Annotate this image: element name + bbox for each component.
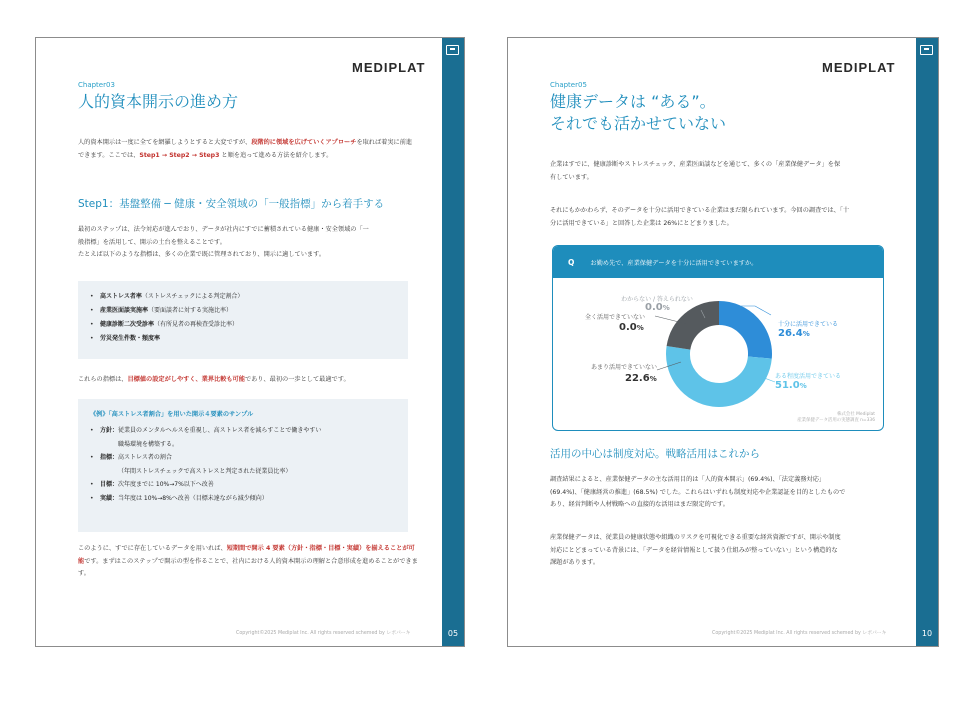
slice-somewhat (678, 348, 760, 395)
results-paragraph: 調査結果によると、産業保健データの主な活用目的は「人的資本開示」(69.4%)、「法定義務対応」 (69.4%)、「健康経営の推進」(68.5%) でした。これらはいずれも制度対応や企業認証を目的としたもので あり、経営判断や人材戦略への直接的な活用はまだ限定的です。 (550, 476, 846, 508)
page-05 (35, 37, 465, 647)
chapter-label: Chapter03 (78, 81, 115, 89)
copyright-footer: Copyright©2025 Mediplat Inc. All rights reserved schemed by レポパーキ (236, 631, 411, 636)
sample-item: • 指標：高ストレス者の割合 （年間ストレスチェックで高ストレスと判定された従業員比率） (78, 451, 408, 478)
mediplat-logo: MEDIPLAT (352, 60, 426, 75)
indicator-note: これらの指標は、目標値の設定がしやすく、業界比較も可能であり、最初の一歩として最適です。 (78, 376, 350, 383)
slice-fully (719, 313, 760, 358)
page-title: 健康データは “ある”。 それでも活かせていない (550, 92, 727, 133)
label-fully: 十分に活用できている (778, 321, 839, 328)
indicator-item: • 労災発生件数・頻度率 (78, 332, 408, 346)
question-mark: Q (568, 257, 575, 267)
value-rarely: 22.6% (625, 373, 657, 384)
indicator-item: • 産業医面談実施率（要面談者に対する実施比率） (78, 304, 408, 318)
sample-item: • 目標：次年度までに 10%→7%以下へ改善 (78, 478, 408, 492)
chapter-label: Chapter05 (550, 81, 587, 89)
chart-source: 株式会社 Mediplat 産業保健データ活用の実態調査 n=336 (797, 412, 875, 423)
question-text: お勤め先で、産業保健データを十分に活用できていますか。 (590, 259, 758, 267)
value-unknown: 0.0% (645, 302, 670, 313)
intro-paragraph: 企業はすでに、健康診断やストレスチェック、産業医面談などを通じて、多くの「産業保健データ」を保 有しています。 (550, 161, 841, 181)
value-fully: 26.4% (778, 328, 810, 339)
section-heading: 活用の中心は制度対応。戦略活用はこれから (550, 448, 760, 460)
closing-paragraph: このように、すでに存在しているデータを用いれば、短期間で開示 4 要素（方針・指標・目標・実績）を揃えることが可能です。まずはこのステップで開示の型を作ることで、社内における人的資本開示の理解と合意形成を進めることができます。 (78, 545, 418, 577)
indicator-box (78, 281, 408, 359)
copyright-footer: Copyright©2025 Mediplat Inc. All rights reserved schemed by レポパーキ (712, 631, 887, 636)
conclusion-paragraph: 産業保健データは、従業員の健康状態や組織のリスクを可視化できる重要な経営資源ですが、開示や制度 対応にとどまっている背景には、「データを経営情報として扱う仕組みが整っていない」という構造的な 課題があります。 (550, 534, 841, 566)
step1-heading: Step1：基盤整備 ─ 健康・安全領域の「一般指標」から着手する (78, 198, 385, 210)
page-number: 10 (921, 629, 933, 638)
label-somewhat: ある程度活用できている (775, 373, 842, 380)
value-not-at-all: 0.0% (619, 322, 644, 333)
bookmark-icon[interactable] (446, 45, 459, 55)
survey-paragraph: それにもかかわらず、そのデータを十分に活用できている企業はまだ限られています。今回の調査では、「十 分に活用できている」と回答した企業は 26%にとどまりました。 (550, 207, 850, 227)
mediplat-logo: MEDIPLAT (822, 60, 896, 75)
indicator-item: • 健康診断二次受診率（有所見者の再検査受診比率） (78, 318, 408, 332)
slice-rarely (678, 313, 719, 348)
sample-box-title: 《例》「高ストレス者割合」を用いた開示４要素のサンプル (90, 411, 254, 418)
page-sidebar (916, 38, 938, 646)
sample-item: • 実績：当年度は 10%→8%へ改善（目標未達ながら減少傾向） (78, 492, 408, 506)
value-somewhat: 51.0% (775, 380, 807, 391)
bookmark-icon[interactable] (920, 45, 933, 55)
page-10 (507, 37, 939, 647)
survey-chart-card (552, 245, 884, 431)
sample-item: • 方針：従業員のメンタルヘルスを重視し、高ストレス者を減らすことで働きやすい 職場環境を構築する。 (78, 424, 408, 451)
indicator-item: • 高ストレス者率（ストレスチェックによる判定割合） (78, 290, 408, 304)
step1-paragraph: 最初のステップは、法令対応が進んでおり、データが社内にすでに蓄積されている健康・安全領域の「一 般指標」を活用して、開示の土台を整えることです。 たとえば以下のような指標は、多くの企業で既に管理されており、開示に適しています。 (78, 226, 369, 258)
sample-box (78, 399, 408, 532)
page-sidebar (442, 38, 464, 646)
page-title: 人的資本開示の進め方 (78, 92, 239, 111)
label-rarely: あまり活用できていない (590, 364, 657, 371)
label-not-at-all: 全く活用できていない (584, 314, 645, 321)
question-header (553, 246, 883, 278)
page-number: 05 (447, 629, 459, 638)
intro-paragraph: 人的資本開示は一度に全てを網羅しようとすると大変ですが、段階的に領域を広げていくアプローチを取れば着実に前進できます。ここでは、Step1 → Step2 → Step3 と順を追って進める方法を紹介します。 (78, 139, 413, 159)
label-unknown: わからない / 答えられない (621, 296, 693, 303)
